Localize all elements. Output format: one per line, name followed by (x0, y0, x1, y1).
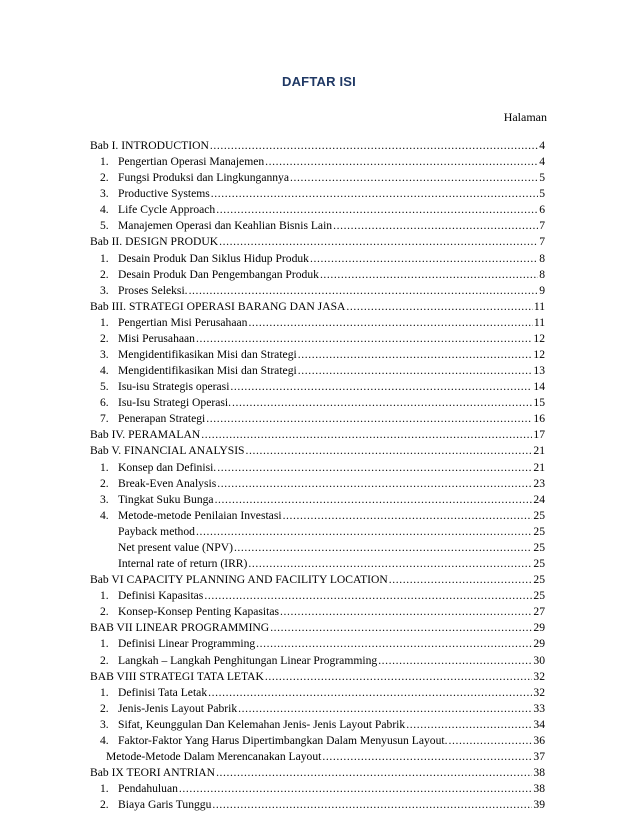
dot-leader (256, 636, 532, 652)
toc-entry-page-number: 39 (533, 798, 545, 812)
toc-entry-label: Tingkat Suku Bunga (118, 492, 214, 506)
dot-leader (196, 331, 532, 347)
toc-entry-number: 3. (100, 283, 109, 297)
toc-entry-label: Bab I. INTRODUCTION (90, 139, 209, 152)
toc-entry-page-number: 7 (539, 219, 545, 233)
toc-entry-number: 1. (100, 155, 109, 169)
dot-leader (389, 572, 533, 588)
toc-entry[interactable] (90, 476, 545, 492)
toc-entry-label: Definisi Linear Programming (118, 637, 256, 651)
toc-entry-label: Bab VI CAPACITY PLANNING AND FACILITY LOCATION (90, 573, 388, 587)
toc-entry-label: Faktor-Faktor Yang Harus Dipertimbangkan Dalam Menyusun Layout. (118, 733, 448, 747)
toc-entry-page-number: 14 (533, 380, 545, 394)
dot-leader (217, 476, 532, 492)
toc-entry-page-number: 25 (533, 540, 545, 554)
toc-entry-label: Productive Systems (118, 187, 210, 201)
toc-entry-label: BAB VII LINEAR PROGRAMMING (90, 621, 270, 635)
dot-leader (204, 588, 532, 604)
toc-entry-label: Mengidentifikasikan Misi dan Strategi (118, 348, 297, 362)
toc-entry[interactable] (90, 363, 545, 379)
toc-entry-label: Pengertian Misi Perusahaan (118, 315, 248, 329)
toc-entry-label: Misi Perusahaan (118, 331, 195, 345)
toc-entry[interactable] (90, 572, 545, 588)
dot-leader (298, 363, 533, 379)
toc-entry-number: 1. (100, 782, 109, 796)
toc-entry-page-number: 4 (539, 139, 545, 152)
toc-entry-page-number: 12 (533, 348, 545, 362)
toc-entry-number: 1. (100, 589, 109, 603)
toc-entry-number: 3. (100, 187, 109, 201)
toc-entry-number: 4. (100, 508, 109, 522)
toc-entry[interactable] (90, 460, 545, 476)
toc-entry-label: Bab III. STRATEGI OPERASI BARANG DAN JASA (90, 299, 346, 313)
toc-entry-page-number: 30 (533, 653, 545, 667)
toc-entry-page-number: 25 (533, 508, 545, 522)
toc-entry-label: Net present value (NPV) (118, 540, 233, 554)
toc-entry-number: 2. (100, 701, 109, 715)
toc-entry-label: Isu-isu Strategis operasi (118, 380, 230, 394)
toc-entry-label: Konsep-Konsep Penting Kapasitas (118, 605, 279, 619)
dot-leader (179, 781, 533, 797)
dot-leader (230, 379, 532, 395)
toc-entry[interactable] (90, 604, 545, 620)
toc-entry-page-number: 38 (533, 766, 545, 780)
toc-entry-label: Isu-Isu Strategi Operasi. (118, 396, 232, 410)
toc-entry-page-number: 25 (533, 557, 545, 571)
toc-entry-label: Bab IV. PERAMALAN (90, 428, 201, 442)
toc-entry-page-number: 7 (539, 235, 545, 249)
toc-entry-label: Sifat, Keunggulan Dan Kelemahan Jenis- Jenis Layout Pabrik (118, 717, 406, 731)
toc-entry-page-number: 15 (533, 396, 545, 410)
toc-entry-page-number: 34 (533, 717, 545, 731)
toc-entry-number: 2. (100, 476, 109, 490)
toc-entry[interactable] (90, 717, 545, 733)
toc-entry[interactable] (90, 427, 545, 443)
toc-entry-number: 3. (100, 348, 109, 362)
toc-entry-label: Biaya Garis Tunggu (118, 798, 212, 812)
dot-leader (406, 717, 532, 733)
toc-entry-label: Break-Even Analysis (118, 476, 217, 490)
toc-entry[interactable] (90, 138, 545, 154)
toc-entry-label: Bab II. DESIGN PRODUK (90, 235, 219, 249)
dot-leader (189, 283, 539, 299)
toc-entry[interactable] (90, 379, 545, 395)
toc-entry-page-number: 17 (533, 428, 545, 442)
toc-entry[interactable] (90, 620, 545, 636)
toc-entry-number: 2. (100, 171, 109, 185)
dot-leader (283, 508, 533, 524)
toc-entry-page-number: 25 (533, 589, 545, 603)
dot-leader (238, 701, 532, 717)
toc-entry-number: 1. (100, 685, 109, 699)
toc-entry-number: 1. (100, 251, 109, 265)
toc-entry-page-number: 16 (533, 412, 545, 426)
toc-entry[interactable] (90, 411, 545, 427)
toc-entry[interactable] (90, 733, 545, 749)
toc-entry-page-number: 5 (539, 187, 545, 201)
toc-entry-page-number: 11 (533, 299, 545, 313)
toc-entry[interactable] (90, 154, 545, 170)
toc-entry-label: Bab IX TEORI ANTRIAN (90, 766, 216, 780)
toc-entry-number: 2. (100, 605, 109, 619)
dot-leader (215, 492, 533, 508)
toc-entry-number: 6. (100, 396, 109, 410)
toc-entry-page-number: 25 (533, 524, 545, 538)
dot-leader (232, 395, 532, 411)
toc-entry-label: Jenis-Jenis Layout Pabrik (118, 701, 238, 715)
toc-entry-label: Mengidentifikasikan Misi dan Strategi (118, 364, 297, 378)
dot-leader (234, 540, 532, 556)
toc-entry-page-number: 29 (533, 637, 545, 651)
toc-entry-page-number: 8 (539, 251, 545, 265)
toc-entry[interactable] (90, 588, 545, 604)
toc-entry[interactable] (90, 251, 545, 267)
dot-leader (201, 427, 532, 443)
toc-entry[interactable] (90, 218, 545, 234)
toc-entry-page-number: 21 (533, 460, 545, 474)
toc-entry-page-number: 33 (533, 701, 545, 715)
toc-entry[interactable] (90, 669, 545, 685)
toc-entry-number: 5. (100, 380, 109, 394)
toc-entry-label: Manajemen Operasi dan Keahlian Bisnis Lain (118, 219, 333, 233)
dot-leader (248, 556, 532, 572)
dot-leader (219, 234, 538, 250)
toc-entry[interactable] (90, 170, 545, 186)
dot-leader (449, 733, 533, 749)
toc-entry[interactable] (90, 202, 545, 218)
toc-entry[interactable] (90, 395, 545, 411)
toc-entry[interactable] (90, 701, 545, 717)
toc-entry-number: 4. (100, 203, 109, 217)
toc-entry-page-number: 11 (533, 315, 545, 329)
dot-leader (280, 604, 532, 620)
toc-entry[interactable] (90, 283, 545, 299)
dot-leader (310, 251, 538, 267)
toc-entry-number: 3. (100, 717, 109, 731)
toc-entry-page-number: 29 (533, 621, 545, 635)
toc-entry-number: 1. (100, 460, 109, 474)
toc-entry-label: Langkah – Langkah Penghitungan Linear Programming (118, 653, 378, 667)
toc-entry[interactable] (90, 299, 545, 315)
toc-entry[interactable] (90, 653, 545, 669)
toc-entry-label: BAB VIII STRATEGI TATA LETAK (90, 669, 264, 683)
toc-entry-page-number: 8 (539, 267, 545, 281)
toc-entry-page-number: 24 (533, 492, 545, 506)
toc-entry-number: 1. (100, 315, 109, 329)
toc-entry[interactable] (90, 797, 545, 813)
dot-leader (216, 765, 532, 781)
toc-entry-label: Metode-Metode Dalam Merencanakan Layout (106, 749, 322, 763)
dot-leader (217, 460, 532, 476)
dot-leader (298, 347, 533, 363)
toc-entry-number: 2. (100, 653, 109, 667)
toc-entry[interactable] (90, 540, 545, 556)
toc-entry-label: Metode-metode Penilaian Investasi (118, 508, 282, 522)
dot-leader (210, 138, 538, 154)
dot-leader (196, 524, 532, 540)
dot-leader (265, 669, 533, 685)
toc-entry-page-number: 32 (533, 685, 545, 699)
toc-entry[interactable] (90, 234, 545, 250)
toc-entry-label: Penerapan Strategi (118, 412, 206, 426)
toc-entry-label: Desain Produk Dan Pengembangan Produk (118, 267, 319, 281)
toc-entry-label: Bab V. FINANCIAL ANALYSIS (90, 444, 245, 458)
toc-entry-label: Konsep dan Definisi. (118, 460, 217, 474)
dot-leader (216, 202, 538, 218)
toc-entry[interactable] (90, 508, 545, 524)
toc-entry-page-number: 9 (539, 283, 545, 297)
toc-entry-page-number: 32 (533, 669, 545, 683)
page-column-label: Halaman (503, 110, 547, 124)
toc-entry-number: 2. (100, 331, 109, 345)
dot-leader (265, 154, 538, 170)
toc-entry-page-number: 21 (533, 444, 545, 458)
toc-entry[interactable] (90, 636, 545, 652)
toc-entry-label: Definisi Kapasitas (118, 589, 204, 603)
toc-entry[interactable] (90, 443, 545, 459)
toc-entry-label: Fungsi Produksi dan Lingkungannya (118, 171, 290, 185)
table-of-contents (90, 138, 545, 813)
toc-entry[interactable] (90, 186, 545, 202)
toc-entry-label: Payback method (118, 524, 195, 538)
toc-entry-number: 5. (100, 219, 109, 233)
toc-entry-number: 4. (100, 364, 109, 378)
toc-entry[interactable] (90, 267, 545, 283)
toc-entry[interactable] (90, 556, 545, 572)
toc-entry-page-number: 36 (533, 733, 545, 747)
toc-entry-label: Pengertian Operasi Manajemen (118, 155, 265, 169)
dot-leader (320, 267, 538, 283)
toc-entry[interactable] (90, 347, 545, 363)
toc-entry-page-number: 38 (533, 782, 545, 796)
dot-leader (333, 218, 538, 234)
toc-entry-label: Definisi Tata Letak (118, 685, 208, 699)
dot-leader (211, 186, 538, 202)
toc-entry-page-number: 12 (533, 331, 545, 345)
page-title: DAFTAR ISI (282, 74, 356, 89)
dot-leader (206, 411, 532, 427)
toc-entry[interactable] (90, 315, 545, 331)
toc-entry-number: 1. (100, 637, 109, 651)
dot-leader (378, 653, 532, 669)
dot-leader (270, 620, 532, 636)
dot-leader (346, 299, 532, 315)
toc-entry-page-number: 37 (533, 749, 545, 763)
toc-entry[interactable] (90, 685, 545, 701)
toc-entry[interactable] (90, 331, 545, 347)
toc-entry-label: Desain Produk Dan Siklus Hidup Produk (118, 251, 309, 265)
toc-entry-label: Proses Seleksi. (118, 283, 188, 297)
toc-entry-page-number: 6 (539, 203, 545, 217)
toc-entry-page-number: 5 (539, 171, 545, 185)
toc-entry-page-number: 23 (533, 476, 545, 490)
toc-entry[interactable] (90, 492, 545, 508)
toc-entry-number: 4. (100, 733, 109, 747)
dot-leader (212, 797, 532, 813)
toc-entry[interactable] (90, 749, 545, 765)
dot-leader (248, 315, 532, 331)
toc-entry[interactable] (90, 765, 545, 781)
toc-entry-page-number: 27 (533, 605, 545, 619)
dot-leader (246, 443, 533, 459)
dot-leader (322, 749, 532, 765)
toc-entry-label: Life Cycle Approach (118, 203, 216, 217)
toc-entry[interactable] (90, 524, 545, 540)
dot-leader (208, 685, 532, 701)
toc-entry[interactable] (90, 781, 545, 797)
toc-entry-number: 2. (100, 267, 109, 281)
toc-entry-page-number: 25 (533, 573, 545, 587)
dot-leader (290, 170, 538, 186)
toc-entry-page-number: 4 (539, 155, 545, 169)
toc-entry-number: 2. (100, 798, 109, 812)
toc-entry-number: 3. (100, 492, 109, 506)
toc-entry-page-number: 13 (533, 364, 545, 378)
toc-entry-number: 7. (100, 412, 109, 426)
toc-entry-label: Pendahuluan (118, 782, 178, 796)
toc-entry-label: Internal rate of return (IRR) (118, 557, 248, 571)
